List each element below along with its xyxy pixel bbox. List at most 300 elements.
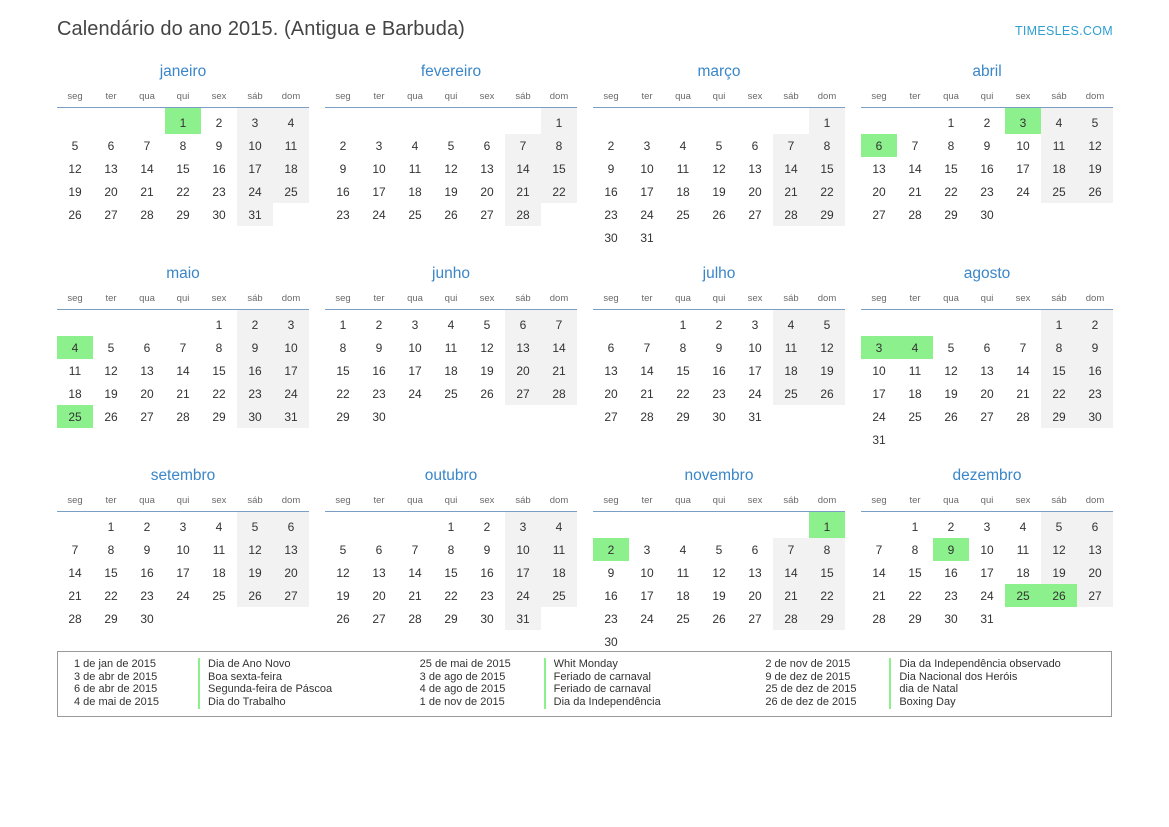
day-cell[interactable]: 1	[541, 108, 577, 135]
day-cell[interactable]: 9	[143, 542, 151, 557]
day-cell[interactable]: 27	[748, 207, 762, 222]
day-cell[interactable]: 23	[212, 184, 226, 199]
day-cell[interactable]: 17	[273, 359, 309, 382]
day-cell[interactable]: 23	[604, 611, 618, 626]
day-cell[interactable]: 3	[375, 138, 383, 153]
day-cell[interactable]: 26	[1041, 584, 1077, 607]
day-cell[interactable]: 9	[215, 138, 223, 153]
day-cell[interactable]: 10	[1016, 138, 1030, 153]
day-cell[interactable]: 26	[336, 611, 350, 626]
day-cell[interactable]: 29	[104, 611, 118, 626]
day-cell[interactable]: 22	[944, 184, 958, 199]
day-cell[interactable]: 12	[712, 161, 726, 176]
day-cell[interactable]: 20	[748, 588, 762, 603]
day-cell[interactable]: 7	[411, 542, 419, 557]
day-cell[interactable]: 28	[773, 607, 809, 630]
day-cell[interactable]: 31	[505, 607, 541, 630]
day-cell[interactable]: 10	[408, 340, 422, 355]
day-cell[interactable]: 22	[809, 180, 845, 203]
day-cell[interactable]: 3	[179, 519, 187, 534]
day-cell[interactable]: 6	[751, 138, 759, 153]
day-cell[interactable]: 28	[1016, 409, 1030, 424]
day-cell[interactable]: 16	[212, 161, 226, 176]
day-cell[interactable]: 9	[483, 542, 491, 557]
day-cell[interactable]: 29	[908, 611, 922, 626]
day-cell[interactable]: 21	[908, 184, 922, 199]
day-cell[interactable]: 5	[447, 138, 455, 153]
day-cell[interactable]: 10	[640, 161, 654, 176]
day-cell[interactable]: 8	[541, 134, 577, 157]
day-cell[interactable]: 18	[1041, 157, 1077, 180]
day-cell[interactable]: 15	[809, 561, 845, 584]
day-cell[interactable]: 13	[604, 363, 618, 378]
day-cell[interactable]: 25	[908, 409, 922, 424]
day-cell[interactable]: 29	[336, 409, 350, 424]
day-cell[interactable]: 22	[444, 588, 458, 603]
day-cell[interactable]: 3	[983, 519, 991, 534]
day-cell[interactable]: 3	[861, 336, 897, 359]
day-cell[interactable]: 30	[980, 207, 994, 222]
day-cell[interactable]: 5	[1041, 512, 1077, 539]
day-cell[interactable]: 16	[944, 565, 958, 580]
day-cell[interactable]: 24	[372, 207, 386, 222]
day-cell[interactable]: 27	[273, 584, 309, 607]
day-cell[interactable]: 8	[911, 542, 919, 557]
day-cell[interactable]: 10	[748, 340, 762, 355]
day-cell[interactable]: 2	[215, 115, 223, 130]
day-cell[interactable]: 11	[444, 340, 458, 355]
day-cell[interactable]: 22	[336, 386, 350, 401]
day-cell[interactable]: 9	[933, 538, 969, 561]
day-cell[interactable]: 20	[480, 184, 494, 199]
day-cell[interactable]: 3	[237, 108, 273, 135]
day-cell[interactable]: 24	[273, 382, 309, 405]
day-cell[interactable]: 17	[176, 565, 190, 580]
day-cell[interactable]: 11	[773, 336, 809, 359]
day-cell[interactable]: 8	[215, 340, 223, 355]
day-cell[interactable]: 30	[944, 611, 958, 626]
day-cell[interactable]: 23	[944, 588, 958, 603]
day-cell[interactable]: 16	[980, 161, 994, 176]
day-cell[interactable]: 5	[809, 310, 845, 337]
day-cell[interactable]: 26	[1077, 180, 1113, 203]
day-cell[interactable]: 12	[712, 565, 726, 580]
day-cell[interactable]: 29	[176, 207, 190, 222]
day-cell[interactable]: 11	[1016, 542, 1030, 557]
day-cell[interactable]: 27	[140, 409, 154, 424]
day-cell[interactable]: 29	[809, 203, 845, 226]
day-cell[interactable]: 15	[444, 565, 458, 580]
day-cell[interactable]: 23	[372, 386, 386, 401]
day-cell[interactable]: 8	[339, 340, 347, 355]
day-cell[interactable]: 18	[773, 359, 809, 382]
day-cell[interactable]: 10	[273, 336, 309, 359]
day-cell[interactable]: 15	[104, 565, 118, 580]
day-cell[interactable]: 4	[679, 138, 687, 153]
day-cell[interactable]: 7	[875, 542, 883, 557]
day-cell[interactable]: 10	[640, 565, 654, 580]
day-cell[interactable]: 23	[336, 207, 350, 222]
day-cell[interactable]: 18	[68, 386, 82, 401]
day-cell[interactable]: 12	[104, 363, 118, 378]
day-cell[interactable]: 11	[676, 565, 690, 580]
day-cell[interactable]: 6	[1077, 512, 1113, 539]
day-cell[interactable]: 16	[372, 363, 386, 378]
day-cell[interactable]: 13	[748, 565, 762, 580]
day-cell[interactable]: 8	[679, 340, 687, 355]
day-cell[interactable]: 30	[1077, 405, 1113, 428]
day-cell[interactable]: 11	[273, 134, 309, 157]
day-cell[interactable]: 1	[107, 519, 115, 534]
day-cell[interactable]: 14	[505, 157, 541, 180]
day-cell[interactable]: 30	[212, 207, 226, 222]
day-cell[interactable]: 27	[872, 207, 886, 222]
day-cell[interactable]: 1	[339, 317, 347, 332]
day-cell[interactable]: 25	[541, 584, 577, 607]
day-cell[interactable]: 12	[1041, 538, 1077, 561]
day-cell[interactable]: 29	[809, 607, 845, 630]
day-cell[interactable]: 11	[908, 363, 922, 378]
day-cell[interactable]: 13	[480, 161, 494, 176]
day-cell[interactable]: 16	[604, 184, 618, 199]
day-cell[interactable]: 20	[372, 588, 386, 603]
day-cell[interactable]: 7	[773, 134, 809, 157]
day-cell[interactable]: 25	[676, 611, 690, 626]
day-cell[interactable]: 9	[607, 161, 615, 176]
day-cell[interactable]: 18	[444, 363, 458, 378]
day-cell[interactable]: 21	[640, 386, 654, 401]
day-cell[interactable]: 17	[237, 157, 273, 180]
day-cell[interactable]: 19	[809, 359, 845, 382]
day-cell[interactable]: 4	[57, 336, 93, 359]
day-cell[interactable]: 23	[980, 184, 994, 199]
day-cell[interactable]: 11	[408, 161, 422, 176]
day-cell[interactable]: 25	[1005, 584, 1041, 607]
day-cell[interactable]: 4	[541, 512, 577, 539]
day-cell[interactable]: 17	[1016, 161, 1030, 176]
day-cell[interactable]: 30	[480, 611, 494, 626]
day-cell[interactable]: 22	[809, 584, 845, 607]
day-cell[interactable]: 18	[408, 184, 422, 199]
day-cell[interactable]: 19	[712, 184, 726, 199]
day-cell[interactable]: 9	[339, 161, 347, 176]
day-cell[interactable]: 5	[947, 340, 955, 355]
day-cell[interactable]: 15	[212, 363, 226, 378]
day-cell[interactable]: 12	[336, 565, 350, 580]
day-cell[interactable]: 28	[68, 611, 82, 626]
day-cell[interactable]: 3	[411, 317, 419, 332]
day-cell[interactable]: 26	[444, 207, 458, 222]
day-cell[interactable]: 24	[748, 386, 762, 401]
day-cell[interactable]: 1	[447, 519, 455, 534]
day-cell[interactable]: 6	[607, 340, 615, 355]
day-cell[interactable]: 3	[751, 317, 759, 332]
day-cell[interactable]: 20	[748, 184, 762, 199]
day-cell[interactable]: 2	[375, 317, 383, 332]
day-cell[interactable]: 9	[375, 340, 383, 355]
day-cell[interactable]: 7	[505, 134, 541, 157]
day-cell[interactable]: 20	[980, 386, 994, 401]
day-cell[interactable]: 30	[140, 611, 154, 626]
day-cell[interactable]: 27	[104, 207, 118, 222]
day-cell[interactable]: 1	[911, 519, 919, 534]
day-cell[interactable]: 17	[372, 184, 386, 199]
day-cell[interactable]: 8	[1041, 336, 1077, 359]
day-cell[interactable]: 24	[237, 180, 273, 203]
day-cell[interactable]: 14	[68, 565, 82, 580]
day-cell[interactable]: 15	[908, 565, 922, 580]
day-cell[interactable]: 4	[773, 310, 809, 337]
day-cell[interactable]: 3	[643, 138, 651, 153]
day-cell[interactable]: 15	[676, 363, 690, 378]
day-cell[interactable]: 16	[604, 588, 618, 603]
day-cell[interactable]: 26	[480, 386, 494, 401]
day-cell[interactable]: 20	[273, 561, 309, 584]
day-cell[interactable]: 26	[68, 207, 82, 222]
day-cell[interactable]: 25	[773, 382, 809, 405]
day-cell[interactable]: 28	[176, 409, 190, 424]
day-cell[interactable]: 16	[336, 184, 350, 199]
day-cell[interactable]: 26	[104, 409, 118, 424]
day-cell[interactable]: 3	[643, 542, 651, 557]
day-cell[interactable]: 29	[212, 409, 226, 424]
day-cell[interactable]: 12	[68, 161, 82, 176]
day-cell[interactable]: 22	[676, 386, 690, 401]
day-cell[interactable]: 10	[872, 363, 886, 378]
day-cell[interactable]: 27	[480, 207, 494, 222]
day-cell[interactable]: 21	[773, 180, 809, 203]
day-cell[interactable]: 13	[372, 565, 386, 580]
day-cell[interactable]: 5	[1077, 108, 1113, 135]
day-cell[interactable]: 21	[68, 588, 82, 603]
day-cell[interactable]: 22	[1041, 382, 1077, 405]
day-cell[interactable]: 1	[947, 115, 955, 130]
day-cell[interactable]: 18	[541, 561, 577, 584]
day-cell[interactable]: 11	[68, 363, 82, 378]
day-cell[interactable]: 31	[872, 432, 886, 447]
day-cell[interactable]: 13	[748, 161, 762, 176]
day-cell[interactable]: 25	[1041, 180, 1077, 203]
day-cell[interactable]: 21	[505, 180, 541, 203]
day-cell[interactable]: 24	[872, 409, 886, 424]
day-cell[interactable]: 18	[908, 386, 922, 401]
day-cell[interactable]: 15	[176, 161, 190, 176]
day-cell[interactable]: 8	[107, 542, 115, 557]
day-cell[interactable]: 23	[712, 386, 726, 401]
day-cell[interactable]: 7	[143, 138, 151, 153]
day-cell[interactable]: 14	[176, 363, 190, 378]
day-cell[interactable]: 1	[679, 317, 687, 332]
day-cell[interactable]: 3	[273, 310, 309, 337]
day-cell[interactable]: 22	[104, 588, 118, 603]
day-cell[interactable]: 7	[541, 310, 577, 337]
day-cell[interactable]: 2	[339, 138, 347, 153]
day-cell[interactable]: 12	[480, 340, 494, 355]
day-cell[interactable]: 9	[237, 336, 273, 359]
day-cell[interactable]: 20	[872, 184, 886, 199]
day-cell[interactable]: 2	[593, 538, 629, 561]
day-cell[interactable]: 26	[712, 207, 726, 222]
day-cell[interactable]: 17	[640, 588, 654, 603]
day-cell[interactable]: 2	[983, 115, 991, 130]
day-cell[interactable]: 14	[640, 363, 654, 378]
day-cell[interactable]: 7	[71, 542, 79, 557]
day-cell[interactable]: 30	[604, 634, 618, 649]
day-cell[interactable]: 17	[505, 561, 541, 584]
day-cell[interactable]: 9	[715, 340, 723, 355]
day-cell[interactable]: 7	[773, 538, 809, 561]
day-cell[interactable]: 19	[480, 363, 494, 378]
day-cell[interactable]: 25	[273, 180, 309, 203]
day-cell[interactable]: 10	[980, 542, 994, 557]
day-cell[interactable]: 30	[604, 230, 618, 245]
day-cell[interactable]: 29	[944, 207, 958, 222]
day-cell[interactable]: 13	[104, 161, 118, 176]
day-cell[interactable]: 21	[872, 588, 886, 603]
day-cell[interactable]: 6	[983, 340, 991, 355]
day-cell[interactable]: 5	[715, 542, 723, 557]
day-cell[interactable]: 15	[1041, 359, 1077, 382]
day-cell[interactable]: 27	[505, 382, 541, 405]
day-cell[interactable]: 21	[1016, 386, 1030, 401]
day-cell[interactable]: 8	[809, 538, 845, 561]
day-cell[interactable]: 27	[980, 409, 994, 424]
day-cell[interactable]: 29	[444, 611, 458, 626]
day-cell[interactable]: 20	[140, 386, 154, 401]
day-cell[interactable]: 14	[773, 157, 809, 180]
day-cell[interactable]: 2	[947, 519, 955, 534]
day-cell[interactable]: 24	[980, 588, 994, 603]
day-cell[interactable]: 6	[273, 512, 309, 539]
day-cell[interactable]: 10	[237, 134, 273, 157]
day-cell[interactable]: 21	[408, 588, 422, 603]
day-cell[interactable]: 16	[237, 359, 273, 382]
day-cell[interactable]: 19	[237, 561, 273, 584]
site-brand[interactable]: TIMESLES.COM	[1014, 24, 1113, 38]
day-cell[interactable]: 6	[483, 138, 491, 153]
day-cell[interactable]: 28	[140, 207, 154, 222]
day-cell[interactable]: 19	[336, 588, 350, 603]
day-cell[interactable]: 18	[676, 588, 690, 603]
day-cell[interactable]: 26	[237, 584, 273, 607]
day-cell[interactable]: 28	[773, 203, 809, 226]
day-cell[interactable]: 27	[372, 611, 386, 626]
day-cell[interactable]: 16	[712, 363, 726, 378]
day-cell[interactable]: 4	[897, 336, 933, 359]
day-cell[interactable]: 23	[1077, 382, 1113, 405]
day-cell[interactable]: 24	[640, 611, 654, 626]
day-cell[interactable]: 17	[980, 565, 994, 580]
day-cell[interactable]: 26	[809, 382, 845, 405]
day-cell[interactable]: 25	[408, 207, 422, 222]
day-cell[interactable]: 10	[505, 538, 541, 561]
day-cell[interactable]: 30	[712, 409, 726, 424]
day-cell[interactable]: 5	[71, 138, 79, 153]
day-cell[interactable]: 22	[212, 386, 226, 401]
day-cell[interactable]: 6	[861, 134, 897, 157]
day-cell[interactable]: 28	[505, 203, 541, 226]
day-cell[interactable]: 31	[273, 405, 309, 428]
day-cell[interactable]: 13	[273, 538, 309, 561]
day-cell[interactable]: 26	[712, 611, 726, 626]
day-cell[interactable]: 5	[237, 512, 273, 539]
day-cell[interactable]: 28	[640, 409, 654, 424]
day-cell[interactable]: 27	[748, 611, 762, 626]
day-cell[interactable]: 26	[944, 409, 958, 424]
day-cell[interactable]: 19	[1041, 561, 1077, 584]
day-cell[interactable]: 13	[980, 363, 994, 378]
day-cell[interactable]: 17	[748, 363, 762, 378]
day-cell[interactable]: 4	[447, 317, 455, 332]
day-cell[interactable]: 2	[143, 519, 151, 534]
day-cell[interactable]: 4	[1041, 108, 1077, 135]
day-cell[interactable]: 28	[408, 611, 422, 626]
day-cell[interactable]: 23	[237, 382, 273, 405]
day-cell[interactable]: 30	[372, 409, 386, 424]
day-cell[interactable]: 2	[715, 317, 723, 332]
day-cell[interactable]: 24	[505, 584, 541, 607]
day-cell[interactable]: 2	[237, 310, 273, 337]
day-cell[interactable]: 4	[273, 108, 309, 135]
day-cell[interactable]: 24	[176, 588, 190, 603]
day-cell[interactable]: 27	[604, 409, 618, 424]
day-cell[interactable]: 15	[336, 363, 350, 378]
day-cell[interactable]: 7	[911, 138, 919, 153]
day-cell[interactable]: 4	[1019, 519, 1027, 534]
day-cell[interactable]: 19	[1077, 157, 1113, 180]
day-cell[interactable]: 8	[947, 138, 955, 153]
day-cell[interactable]: 12	[444, 161, 458, 176]
day-cell[interactable]: 21	[176, 386, 190, 401]
day-cell[interactable]: 23	[140, 588, 154, 603]
day-cell[interactable]: 8	[179, 138, 187, 153]
day-cell[interactable]: 1	[165, 108, 201, 135]
day-cell[interactable]: 17	[408, 363, 422, 378]
day-cell[interactable]: 24	[640, 207, 654, 222]
day-cell[interactable]: 18	[676, 184, 690, 199]
day-cell[interactable]: 15	[809, 157, 845, 180]
day-cell[interactable]: 18	[273, 157, 309, 180]
day-cell[interactable]: 11	[541, 538, 577, 561]
day-cell[interactable]: 20	[1077, 561, 1113, 584]
day-cell[interactable]: 14	[408, 565, 422, 580]
day-cell[interactable]: 14	[1016, 363, 1030, 378]
day-cell[interactable]: 23	[604, 207, 618, 222]
day-cell[interactable]: 1	[1041, 310, 1077, 337]
day-cell[interactable]: 16	[1077, 359, 1113, 382]
day-cell[interactable]: 28	[908, 207, 922, 222]
day-cell[interactable]: 6	[505, 310, 541, 337]
day-cell[interactable]: 22	[541, 180, 577, 203]
day-cell[interactable]: 1	[809, 512, 845, 539]
day-cell[interactable]: 18	[1016, 565, 1030, 580]
day-cell[interactable]: 12	[1077, 134, 1113, 157]
day-cell[interactable]: 16	[480, 565, 494, 580]
day-cell[interactable]: 1	[215, 317, 223, 332]
day-cell[interactable]: 2	[483, 519, 491, 534]
day-cell[interactable]: 20	[104, 184, 118, 199]
day-cell[interactable]: 8	[447, 542, 455, 557]
day-cell[interactable]: 17	[872, 386, 886, 401]
day-cell[interactable]: 10	[372, 161, 386, 176]
day-cell[interactable]: 14	[541, 336, 577, 359]
day-cell[interactable]: 16	[140, 565, 154, 580]
day-cell[interactable]: 5	[339, 542, 347, 557]
day-cell[interactable]: 12	[809, 336, 845, 359]
day-cell[interactable]: 12	[944, 363, 958, 378]
day-cell[interactable]: 19	[68, 184, 82, 199]
day-cell[interactable]: 31	[980, 611, 994, 626]
